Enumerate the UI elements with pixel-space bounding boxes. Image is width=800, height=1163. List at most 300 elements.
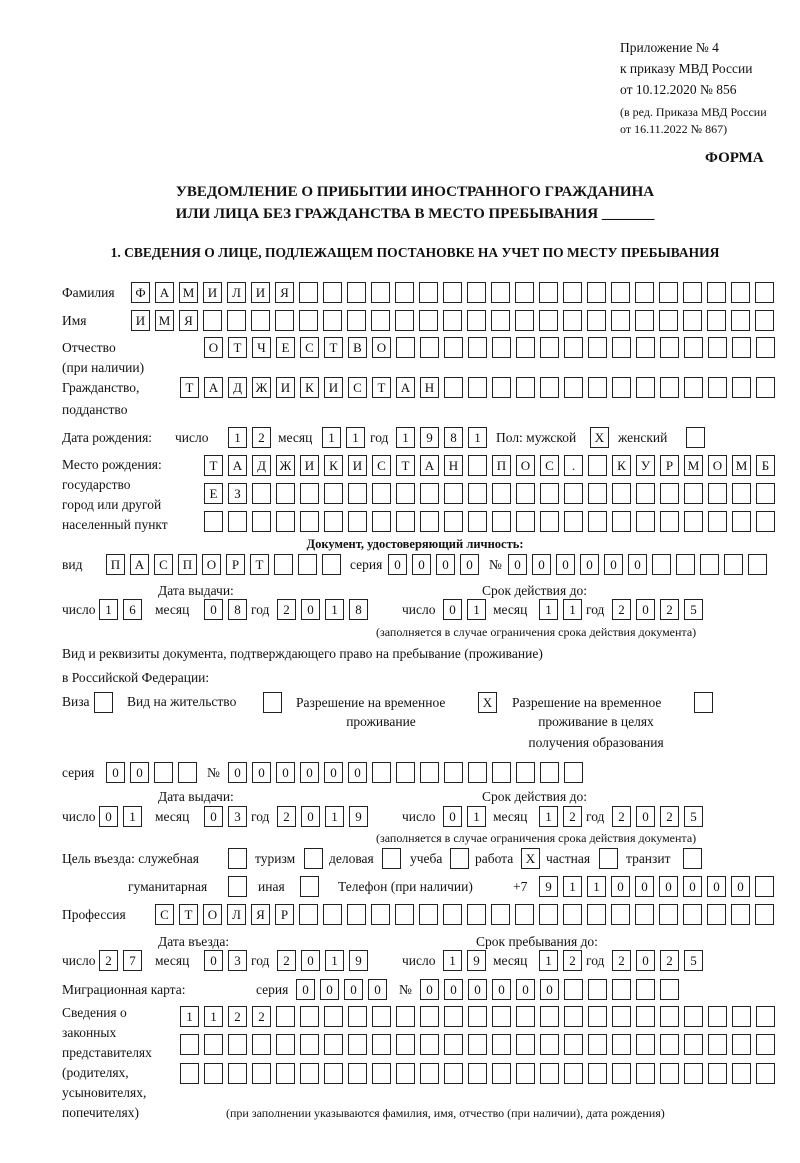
char-box[interactable]: 0	[301, 806, 320, 827]
char-box[interactable]	[323, 904, 342, 925]
char-box[interactable]: 1	[180, 1006, 199, 1027]
char-box[interactable]: 0	[492, 979, 511, 1000]
char-box[interactable]	[228, 511, 247, 532]
char-box[interactable]: А	[204, 377, 223, 398]
char-box[interactable]: Л	[227, 282, 246, 303]
char-box[interactable]	[635, 282, 654, 303]
char-box[interactable]	[252, 1063, 271, 1084]
char-box[interactable]	[492, 1006, 511, 1027]
char-box[interactable]: 0	[412, 554, 431, 575]
char-box[interactable]	[371, 310, 390, 331]
char-box[interactable]	[263, 692, 282, 713]
char-box[interactable]: 9	[539, 876, 558, 897]
char-box[interactable]: 0	[436, 554, 455, 575]
char-box[interactable]: 0	[580, 554, 599, 575]
char-box[interactable]	[348, 1063, 367, 1084]
char-box[interactable]	[540, 1006, 559, 1027]
char-box[interactable]	[660, 979, 679, 1000]
char-box[interactable]: 1	[563, 876, 582, 897]
char-box[interactable]	[732, 1006, 751, 1027]
char-box[interactable]	[252, 1034, 271, 1055]
char-box[interactable]: 2	[277, 950, 296, 971]
char-box[interactable]	[275, 310, 294, 331]
char-box[interactable]: О	[372, 337, 391, 358]
char-box[interactable]	[724, 554, 743, 575]
char-box[interactable]	[299, 282, 318, 303]
char-box[interactable]	[707, 310, 726, 331]
char-box[interactable]	[304, 848, 323, 869]
char-box[interactable]	[178, 762, 197, 783]
char-box[interactable]: 0	[683, 876, 702, 897]
char-box[interactable]	[444, 1034, 463, 1055]
char-box[interactable]	[228, 876, 247, 897]
char-box[interactable]: 1	[396, 427, 415, 448]
char-box[interactable]	[276, 511, 295, 532]
char-box[interactable]	[468, 377, 487, 398]
char-box[interactable]	[396, 483, 415, 504]
char-box[interactable]	[300, 511, 319, 532]
char-box[interactable]: 0	[252, 762, 271, 783]
char-box[interactable]: 0	[532, 554, 551, 575]
char-box[interactable]	[516, 762, 535, 783]
char-box[interactable]	[755, 310, 774, 331]
char-box[interactable]: Т	[396, 455, 415, 476]
char-box[interactable]: 2	[228, 1006, 247, 1027]
char-box[interactable]: И	[276, 377, 295, 398]
char-box[interactable]: 0	[707, 876, 726, 897]
char-box[interactable]: Е	[204, 483, 223, 504]
char-box[interactable]	[252, 483, 271, 504]
char-box[interactable]	[587, 904, 606, 925]
char-box[interactable]	[612, 1006, 631, 1027]
char-box[interactable]	[756, 377, 775, 398]
char-box[interactable]: 9	[420, 427, 439, 448]
char-box[interactable]	[660, 1063, 679, 1084]
char-box[interactable]	[539, 282, 558, 303]
char-box[interactable]	[154, 762, 173, 783]
char-box[interactable]: 0	[636, 806, 655, 827]
char-box[interactable]	[515, 282, 534, 303]
char-box[interactable]: 8	[349, 599, 368, 620]
char-box[interactable]	[683, 904, 702, 925]
char-box[interactable]: 0	[324, 762, 343, 783]
char-box[interactable]: Н	[420, 377, 439, 398]
char-box[interactable]: X	[521, 848, 540, 869]
char-box[interactable]	[467, 282, 486, 303]
char-box[interactable]: 9	[349, 806, 368, 827]
char-box[interactable]: 1	[123, 806, 142, 827]
char-box[interactable]	[686, 427, 705, 448]
char-box[interactable]	[588, 1063, 607, 1084]
char-box[interactable]	[382, 848, 401, 869]
char-box[interactable]	[491, 904, 510, 925]
char-box[interactable]	[748, 554, 767, 575]
char-box[interactable]	[372, 762, 391, 783]
char-box[interactable]: 2	[99, 950, 118, 971]
char-box[interactable]	[516, 1034, 535, 1055]
char-box[interactable]	[564, 377, 583, 398]
char-box[interactable]: П	[492, 455, 511, 476]
char-box[interactable]	[516, 1006, 535, 1027]
char-box[interactable]: 1	[467, 599, 486, 620]
char-box[interactable]: 2	[277, 806, 296, 827]
char-box[interactable]	[516, 483, 535, 504]
char-box[interactable]: К	[324, 455, 343, 476]
char-box[interactable]: 0	[301, 599, 320, 620]
char-box[interactable]	[636, 377, 655, 398]
char-box[interactable]	[395, 282, 414, 303]
char-box[interactable]: .	[564, 455, 583, 476]
char-box[interactable]	[612, 377, 631, 398]
char-box[interactable]	[539, 904, 558, 925]
char-box[interactable]	[323, 282, 342, 303]
char-box[interactable]	[611, 310, 630, 331]
char-box[interactable]	[516, 337, 535, 358]
char-box[interactable]: 0	[344, 979, 363, 1000]
char-box[interactable]	[276, 483, 295, 504]
char-box[interactable]: 0	[556, 554, 575, 575]
char-box[interactable]: 1	[563, 599, 582, 620]
char-box[interactable]	[540, 377, 559, 398]
char-box[interactable]	[756, 1034, 775, 1055]
char-box[interactable]	[300, 876, 319, 897]
char-box[interactable]: В	[348, 337, 367, 358]
char-box[interactable]	[348, 1006, 367, 1027]
char-box[interactable]	[684, 337, 703, 358]
char-box[interactable]	[707, 904, 726, 925]
char-box[interactable]	[203, 310, 222, 331]
char-box[interactable]	[540, 1034, 559, 1055]
char-box[interactable]: О	[204, 337, 223, 358]
char-box[interactable]	[204, 1063, 223, 1084]
char-box[interactable]	[611, 282, 630, 303]
char-box[interactable]: 0	[731, 876, 750, 897]
char-box[interactable]: С	[154, 554, 173, 575]
char-box[interactable]	[468, 511, 487, 532]
char-box[interactable]	[564, 1063, 583, 1084]
char-box[interactable]: 9	[467, 950, 486, 971]
char-box[interactable]	[372, 1034, 391, 1055]
char-box[interactable]	[347, 904, 366, 925]
char-box[interactable]	[371, 904, 390, 925]
char-box[interactable]	[94, 692, 113, 713]
char-box[interactable]: З	[228, 483, 247, 504]
char-box[interactable]	[299, 310, 318, 331]
char-box[interactable]: 2	[660, 806, 679, 827]
char-box[interactable]	[700, 554, 719, 575]
char-box[interactable]: 2	[612, 806, 631, 827]
char-box[interactable]	[228, 1034, 247, 1055]
char-box[interactable]	[467, 310, 486, 331]
char-box[interactable]: 3	[228, 950, 247, 971]
char-box[interactable]: О	[708, 455, 727, 476]
char-box[interactable]	[708, 377, 727, 398]
char-box[interactable]	[659, 310, 678, 331]
char-box[interactable]: Ч	[252, 337, 271, 358]
char-box[interactable]: А	[130, 554, 149, 575]
char-box[interactable]	[420, 1034, 439, 1055]
char-box[interactable]: И	[131, 310, 150, 331]
char-box[interactable]: И	[203, 282, 222, 303]
char-box[interactable]: Н	[444, 455, 463, 476]
char-box[interactable]	[276, 1063, 295, 1084]
char-box[interactable]	[180, 1063, 199, 1084]
char-box[interactable]: Т	[204, 455, 223, 476]
char-box[interactable]	[564, 337, 583, 358]
char-box[interactable]	[444, 511, 463, 532]
char-box[interactable]: 1	[346, 427, 365, 448]
char-box[interactable]	[636, 511, 655, 532]
char-box[interactable]	[731, 282, 750, 303]
char-box[interactable]: 1	[99, 599, 118, 620]
char-box[interactable]	[540, 511, 559, 532]
char-box[interactable]	[324, 1006, 343, 1027]
char-box[interactable]: Т	[324, 337, 343, 358]
char-box[interactable]: 2	[277, 599, 296, 620]
char-box[interactable]: 2	[660, 599, 679, 620]
char-box[interactable]	[443, 310, 462, 331]
char-box[interactable]: И	[251, 282, 270, 303]
char-box[interactable]: 2	[612, 950, 631, 971]
char-box[interactable]	[298, 554, 317, 575]
char-box[interactable]	[731, 904, 750, 925]
char-box[interactable]: 0	[444, 979, 463, 1000]
char-box[interactable]	[636, 1034, 655, 1055]
char-box[interactable]	[588, 377, 607, 398]
char-box[interactable]: 0	[300, 762, 319, 783]
char-box[interactable]: 0	[443, 599, 462, 620]
char-box[interactable]: Я	[275, 282, 294, 303]
char-box[interactable]	[708, 511, 727, 532]
char-box[interactable]: П	[178, 554, 197, 575]
char-box[interactable]: 0	[460, 554, 479, 575]
char-box[interactable]: 0	[320, 979, 339, 1000]
char-box[interactable]: 1	[468, 427, 487, 448]
char-box[interactable]	[564, 762, 583, 783]
char-box[interactable]	[300, 483, 319, 504]
char-box[interactable]: Б	[756, 455, 775, 476]
char-box[interactable]	[227, 310, 246, 331]
char-box[interactable]	[684, 377, 703, 398]
char-box[interactable]	[276, 1006, 295, 1027]
char-box[interactable]	[468, 1034, 487, 1055]
char-box[interactable]	[660, 337, 679, 358]
char-box[interactable]	[396, 1063, 415, 1084]
char-box[interactable]: X	[590, 427, 609, 448]
char-box[interactable]	[180, 1034, 199, 1055]
char-box[interactable]	[444, 377, 463, 398]
char-box[interactable]	[563, 282, 582, 303]
char-box[interactable]: 0	[468, 979, 487, 1000]
char-box[interactable]: 0	[540, 979, 559, 1000]
char-box[interactable]	[395, 904, 414, 925]
char-box[interactable]	[707, 282, 726, 303]
char-box[interactable]	[516, 1063, 535, 1084]
char-box[interactable]: 7	[123, 950, 142, 971]
char-box[interactable]	[635, 904, 654, 925]
char-box[interactable]	[515, 310, 534, 331]
char-box[interactable]	[443, 904, 462, 925]
char-box[interactable]: 0	[348, 762, 367, 783]
char-box[interactable]	[612, 1034, 631, 1055]
char-box[interactable]: 0	[388, 554, 407, 575]
char-box[interactable]	[659, 904, 678, 925]
char-box[interactable]	[516, 511, 535, 532]
char-box[interactable]: С	[155, 904, 174, 925]
char-box[interactable]: 1	[325, 599, 344, 620]
char-box[interactable]	[395, 310, 414, 331]
char-box[interactable]	[444, 483, 463, 504]
char-box[interactable]	[516, 377, 535, 398]
char-box[interactable]	[372, 1006, 391, 1027]
char-box[interactable]	[755, 876, 774, 897]
char-box[interactable]: 0	[296, 979, 315, 1000]
char-box[interactable]	[564, 1034, 583, 1055]
char-box[interactable]: 1	[467, 806, 486, 827]
char-box[interactable]	[251, 310, 270, 331]
char-box[interactable]: 2	[252, 427, 271, 448]
char-box[interactable]	[324, 511, 343, 532]
char-box[interactable]	[588, 337, 607, 358]
char-box[interactable]: О	[202, 554, 221, 575]
char-box[interactable]	[492, 1063, 511, 1084]
char-box[interactable]: С	[348, 377, 367, 398]
char-box[interactable]	[372, 483, 391, 504]
char-box[interactable]	[684, 1034, 703, 1055]
char-box[interactable]	[636, 1063, 655, 1084]
char-box[interactable]	[588, 511, 607, 532]
char-box[interactable]	[300, 1034, 319, 1055]
char-box[interactable]: 3	[228, 806, 247, 827]
char-box[interactable]: 0	[516, 979, 535, 1000]
char-box[interactable]	[611, 904, 630, 925]
char-box[interactable]	[676, 554, 695, 575]
char-box[interactable]	[563, 904, 582, 925]
char-box[interactable]: 0	[636, 599, 655, 620]
char-box[interactable]	[564, 483, 583, 504]
char-box[interactable]	[323, 310, 342, 331]
char-box[interactable]: 8	[228, 599, 247, 620]
char-box[interactable]: 1	[539, 599, 558, 620]
char-box[interactable]: О	[516, 455, 535, 476]
char-box[interactable]: 1	[325, 950, 344, 971]
char-box[interactable]	[708, 1063, 727, 1084]
char-box[interactable]: 0	[228, 762, 247, 783]
char-box[interactable]	[756, 1063, 775, 1084]
char-box[interactable]: 0	[604, 554, 623, 575]
char-box[interactable]: 0	[368, 979, 387, 1000]
char-box[interactable]: X	[478, 692, 497, 713]
char-box[interactable]: 0	[204, 950, 223, 971]
char-box[interactable]	[636, 1006, 655, 1027]
char-box[interactable]: М	[684, 455, 703, 476]
char-box[interactable]	[420, 1063, 439, 1084]
char-box[interactable]: 5	[684, 599, 703, 620]
char-box[interactable]	[322, 554, 341, 575]
char-box[interactable]	[683, 282, 702, 303]
char-box[interactable]: М	[155, 310, 174, 331]
char-box[interactable]	[612, 337, 631, 358]
char-box[interactable]: Ф	[131, 282, 150, 303]
char-box[interactable]	[419, 904, 438, 925]
char-box[interactable]	[372, 1063, 391, 1084]
char-box[interactable]: С	[300, 337, 319, 358]
char-box[interactable]: 0	[130, 762, 149, 783]
char-box[interactable]: 2	[563, 806, 582, 827]
char-box[interactable]: 5	[684, 806, 703, 827]
char-box[interactable]	[492, 483, 511, 504]
char-box[interactable]	[467, 904, 486, 925]
char-box[interactable]	[732, 1063, 751, 1084]
char-box[interactable]: 1	[587, 876, 606, 897]
char-box[interactable]	[371, 282, 390, 303]
char-box[interactable]	[396, 1006, 415, 1027]
char-box[interactable]	[660, 377, 679, 398]
char-box[interactable]	[420, 337, 439, 358]
char-box[interactable]	[756, 337, 775, 358]
char-box[interactable]	[491, 282, 510, 303]
char-box[interactable]	[756, 1006, 775, 1027]
char-box[interactable]	[599, 848, 618, 869]
char-box[interactable]	[636, 337, 655, 358]
char-box[interactable]: 2	[660, 950, 679, 971]
char-box[interactable]	[492, 1034, 511, 1055]
char-box[interactable]: 2	[612, 599, 631, 620]
char-box[interactable]: 1	[322, 427, 341, 448]
char-box[interactable]	[444, 1063, 463, 1084]
char-box[interactable]	[684, 483, 703, 504]
char-box[interactable]: 1	[539, 806, 558, 827]
char-box[interactable]	[444, 1006, 463, 1027]
char-box[interactable]	[492, 377, 511, 398]
char-box[interactable]: 8	[444, 427, 463, 448]
char-box[interactable]	[300, 1063, 319, 1084]
char-box[interactable]	[660, 1034, 679, 1055]
char-box[interactable]	[587, 282, 606, 303]
char-box[interactable]	[204, 511, 223, 532]
char-box[interactable]: 0	[628, 554, 647, 575]
char-box[interactable]	[732, 483, 751, 504]
char-box[interactable]: 0	[106, 762, 125, 783]
char-box[interactable]	[348, 483, 367, 504]
char-box[interactable]: М	[179, 282, 198, 303]
char-box[interactable]: Я	[179, 310, 198, 331]
char-box[interactable]: Т	[372, 377, 391, 398]
char-box[interactable]: Т	[228, 337, 247, 358]
char-box[interactable]	[468, 337, 487, 358]
char-box[interactable]: Я	[251, 904, 270, 925]
char-box[interactable]	[755, 904, 774, 925]
char-box[interactable]	[420, 1006, 439, 1027]
char-box[interactable]	[756, 483, 775, 504]
char-box[interactable]: 0	[99, 806, 118, 827]
char-box[interactable]: Т	[179, 904, 198, 925]
char-box[interactable]	[732, 1034, 751, 1055]
char-box[interactable]	[324, 483, 343, 504]
char-box[interactable]	[755, 282, 774, 303]
char-box[interactable]	[708, 337, 727, 358]
char-box[interactable]: 0	[420, 979, 439, 1000]
char-box[interactable]: 1	[443, 950, 462, 971]
char-box[interactable]	[612, 483, 631, 504]
char-box[interactable]: 0	[204, 599, 223, 620]
char-box[interactable]: Л	[227, 904, 246, 925]
char-box[interactable]	[732, 337, 751, 358]
char-box[interactable]	[468, 483, 487, 504]
char-box[interactable]	[588, 455, 607, 476]
char-box[interactable]	[732, 377, 751, 398]
char-box[interactable]: 6	[123, 599, 142, 620]
